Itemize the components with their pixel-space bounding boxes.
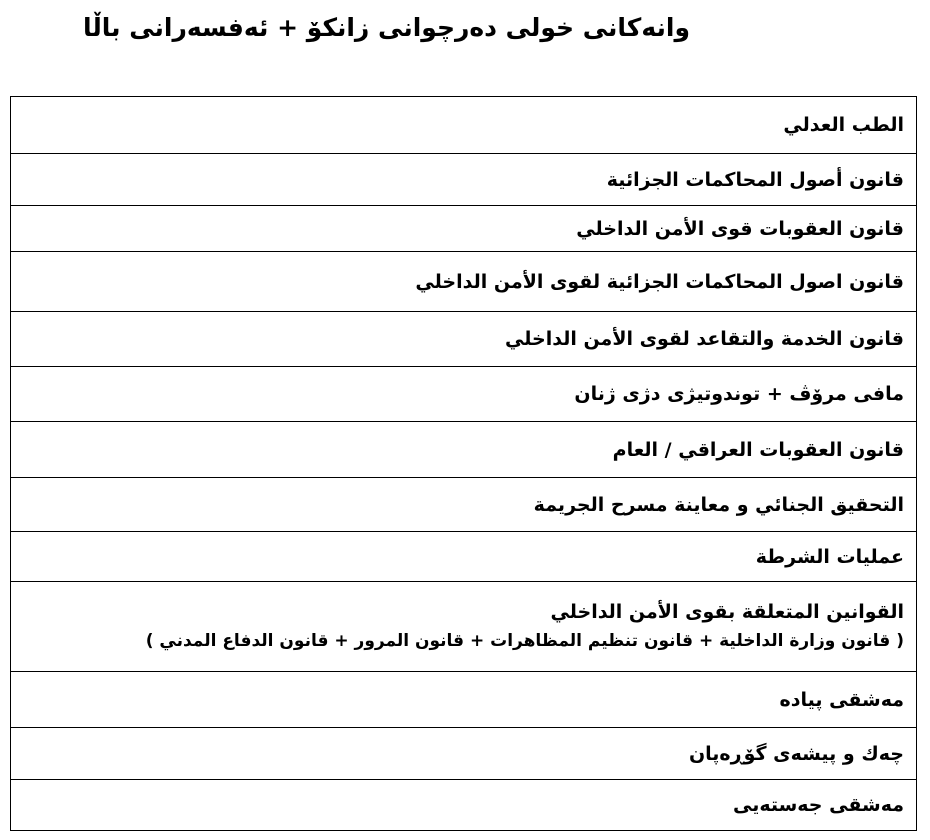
subject-label: قانون الخدمة والتقاعد لقوى الأمن الداخلي: [505, 328, 904, 350]
subject-cell: [11, 478, 917, 532]
table-row: [11, 367, 917, 422]
subject-cell: [11, 582, 917, 672]
table-row: [11, 312, 917, 367]
table-row: [11, 422, 917, 478]
subject-label: مەشقی پیادە: [779, 688, 904, 711]
subject-label: قانون أصول المحاكمات الجزائية: [606, 168, 904, 191]
subject-cell: [11, 97, 917, 154]
subject-label: قانون اصول المحاكمات الجزائية لقوى الأمن الداخلي: [415, 270, 904, 293]
table-row: [11, 97, 917, 154]
table-row: [11, 582, 917, 672]
subject-cell: [11, 728, 917, 780]
subject-cell: [11, 532, 917, 582]
subject-label: عمليات الشرطة: [755, 545, 904, 568]
subject-cell: [11, 312, 917, 367]
table-row: [11, 780, 917, 831]
subject-label: چەك و پیشەی گۆڕەپان: [688, 742, 904, 765]
subject-sublabel: ( قانون وزارة الداخلية + قانون تنظيم المظاهرات + قانون المرور + قانون الدفاع المدني ): [145, 630, 904, 651]
subject-label: قانون العقوبات العراقي / العام: [612, 438, 904, 461]
subject-label: القوانين المتعلقة بقوى الأمن الداخلي: [550, 600, 904, 623]
table-row: [11, 478, 917, 532]
subject-cell: [11, 672, 917, 728]
subject-cell: [11, 780, 917, 831]
subject-label: التحقيق الجنائي و معاينة مسرح الجريمة: [533, 493, 904, 516]
table-row: [11, 532, 917, 582]
subject-cell: [11, 206, 917, 252]
page-title: وانەکانی خولی دەرچوانی زانکۆ + ئەفسەرانی باڵا: [83, 13, 690, 42]
subject-cell: [11, 422, 917, 478]
subjects-table: [10, 96, 917, 831]
table-row: [11, 728, 917, 780]
subject-cell: [11, 154, 917, 206]
subject-label: الطب العدلي: [783, 114, 904, 136]
subject-label: مافی مرۆڤ + توندوتیژی دژی ژنان: [574, 383, 904, 405]
subject-label: مەشقی جەستەیی: [732, 794, 904, 816]
table-row: [11, 672, 917, 728]
subject-cell: [11, 367, 917, 422]
table-row: [11, 206, 917, 252]
subject-label: قانون العقوبات قوى الأمن الداخلي: [576, 217, 904, 240]
table-row: [11, 154, 917, 206]
subject-cell: [11, 252, 917, 312]
table-row: [11, 252, 917, 312]
